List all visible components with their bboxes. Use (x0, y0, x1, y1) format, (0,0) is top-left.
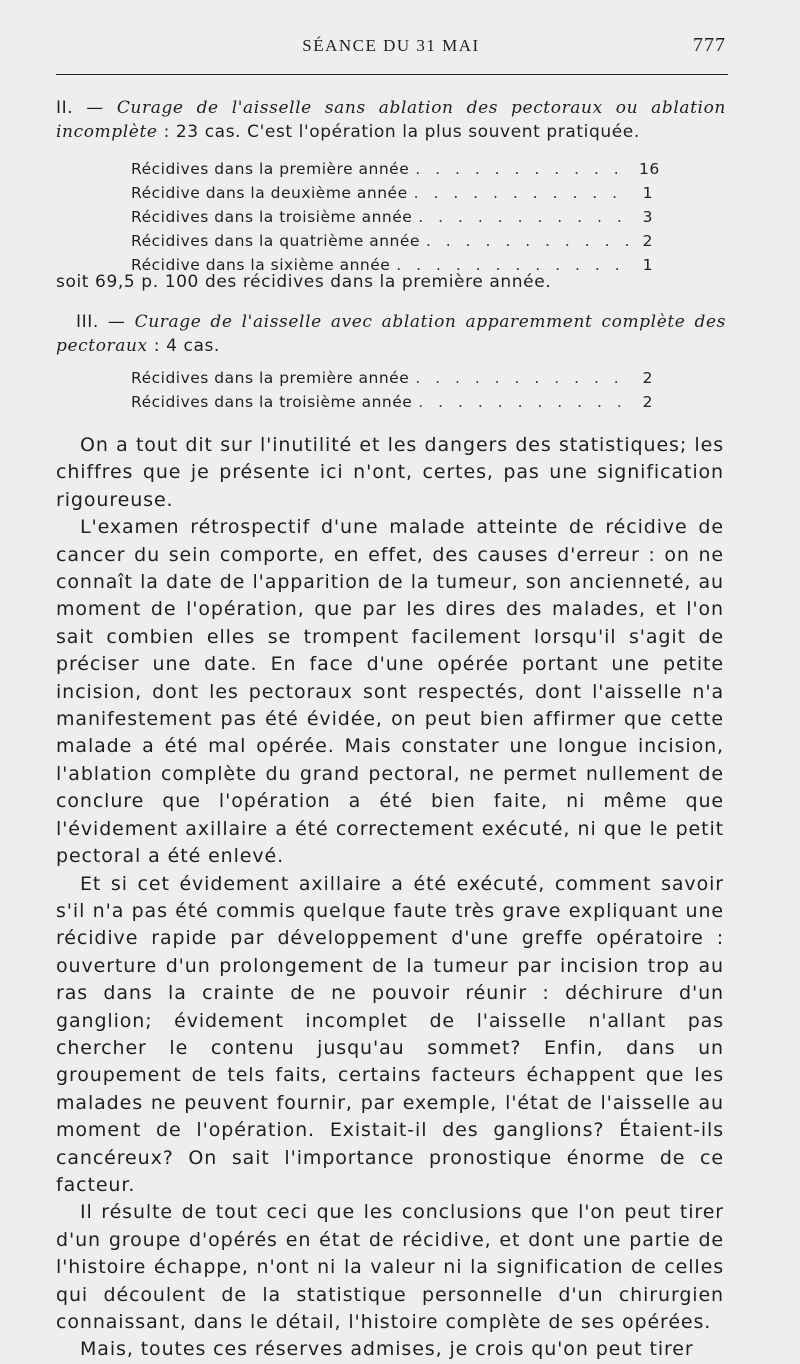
leader-dots (415, 157, 633, 181)
section-3-table (131, 366, 653, 414)
section-3-line-2 (56, 334, 726, 358)
paragraph: Et si cet évidement axillaire a été exécuté, comment savoir s'il n'a pas été commis quelque faute très grave expliquant une récidive rapide par développement d'une greffe opératoire : ouverture d'un prolongement de la tumeur par incision trop au ras dans la crainte de ne pouvoir réunir : déchirure d'un ganglion; évidement incomplet de l'aisselle n'allant pas chercher le contenu jusqu'au sommet? Enfin, dans un groupement de tels faits, certains facteurs échappent que les malades ne peuvent fournir, par exemple, l'état de l'aisselle au moment de l'opération. Existait-il des ganglions? Étaient-ils cancéreux? On sait l'importance pronostique énorme de ce facteur. (56, 872, 724, 1196)
row-label: Récidives dans la troisième année (131, 208, 413, 226)
row-value: 1 (642, 256, 653, 274)
running-header (56, 34, 726, 60)
leader-dots (426, 229, 633, 253)
section-2-numeral: II. — (56, 98, 104, 118)
row-label: Récidives dans la quatrième année (131, 232, 420, 250)
row-value: 16 (639, 160, 660, 178)
table-row (131, 205, 653, 229)
paragraph: L'examen rétrospectif d'une malade atteinte de récidive de cancer du sein comporte, en effet, des causes d'erreur : on ne connaît la date de l'apparition de la tumeur, son ancienneté, au moment de l'opération, que par les dires des malades, et l'on sait combien elles se trompent facilement lorsqu'il s'agit de préciser une date. En face d'une opérée portant une petite incision, dont les pectoraux sont respectés, dont l'aisselle n'a manifestement pas été évidée, on peut bien affirmer que cette malade a été mal opérée. Mais constater une longue incision, l'ablation complète du grand pectoral, ne permet nullement de conclure que l'opération a été bien faite, ni même que l'évidement axillaire a été correctement exécuté, ni que le petit pectoral a été enlevé. (56, 516, 724, 868)
section-2-heading (56, 96, 726, 144)
section-2-line-1 (56, 96, 726, 120)
section-3-heading (56, 310, 726, 358)
section-2-summary (56, 270, 726, 294)
leader-dots (414, 181, 633, 205)
row-label: Récidives dans la première année (131, 160, 410, 178)
section-2-table (131, 157, 660, 277)
header-title: SÉANCE DU 31 MAI (302, 36, 480, 55)
row-value: 2 (642, 369, 653, 387)
section-2-title: Curage de l'aisselle sans ablation des pectoraux ou ablation (116, 98, 726, 118)
table-row (131, 157, 660, 181)
section-2-title-cont: incomplète (56, 122, 158, 142)
row-label: Récidive dans la sixième année (131, 256, 391, 274)
row-value: 3 (642, 208, 653, 226)
summary-line: soit 69,5 p. 100 des récidives dans la première année. (56, 272, 552, 292)
paragraph: Il résulte de tout ceci que les conclusions que l'on peut tirer d'un groupe d'opérés en état de récidive, et dont une partie de l'histoire échappe, n'ont ni la valeur ni la signification de celles qui découlent de la statistique personnelle d'un chirurgien connaissant, dans le détail, l'histoire complète de ses opérées. (56, 1201, 724, 1333)
paragraph: Mais, toutes ces réserves admises, je crois qu'on peut tirer (80, 1338, 694, 1361)
section-2-count: : 23 cas. C'est l'opération la plus souvent pratiquée. (163, 122, 640, 142)
row-label: Récidives dans la troisième année (131, 393, 413, 411)
paragraph: On a tout dit sur l'inutilité et les dangers des statistiques; les chiffres que je présente ici n'ont, certes, pas une signification rigoureuse. (56, 434, 724, 511)
row-value: 2 (642, 232, 653, 250)
leader-dots (418, 390, 633, 414)
row-label: Récidives dans la première année (131, 369, 410, 387)
leader-dots (418, 205, 633, 229)
table-row (131, 390, 653, 414)
row-value: 2 (642, 393, 653, 411)
table-row (131, 229, 653, 253)
table-row (131, 181, 653, 205)
section-3-title-cont: pectoraux (56, 336, 148, 356)
header-rule (56, 74, 728, 75)
table-row (131, 366, 653, 390)
row-label: Récidive dans la deuxième année (131, 184, 408, 202)
section-2-line-2 (56, 120, 726, 144)
page-number: 777 (693, 34, 726, 56)
row-value: 1 (642, 184, 653, 202)
leader-dots (415, 366, 633, 390)
section-3-line-1 (56, 310, 726, 334)
section-3-title: Curage de l'aisselle avec ablation apparemment complète des (134, 312, 726, 332)
section-3-count: : 4 cas. (153, 336, 220, 356)
body-text (56, 432, 724, 1364)
section-3-numeral: III. — (76, 312, 126, 332)
